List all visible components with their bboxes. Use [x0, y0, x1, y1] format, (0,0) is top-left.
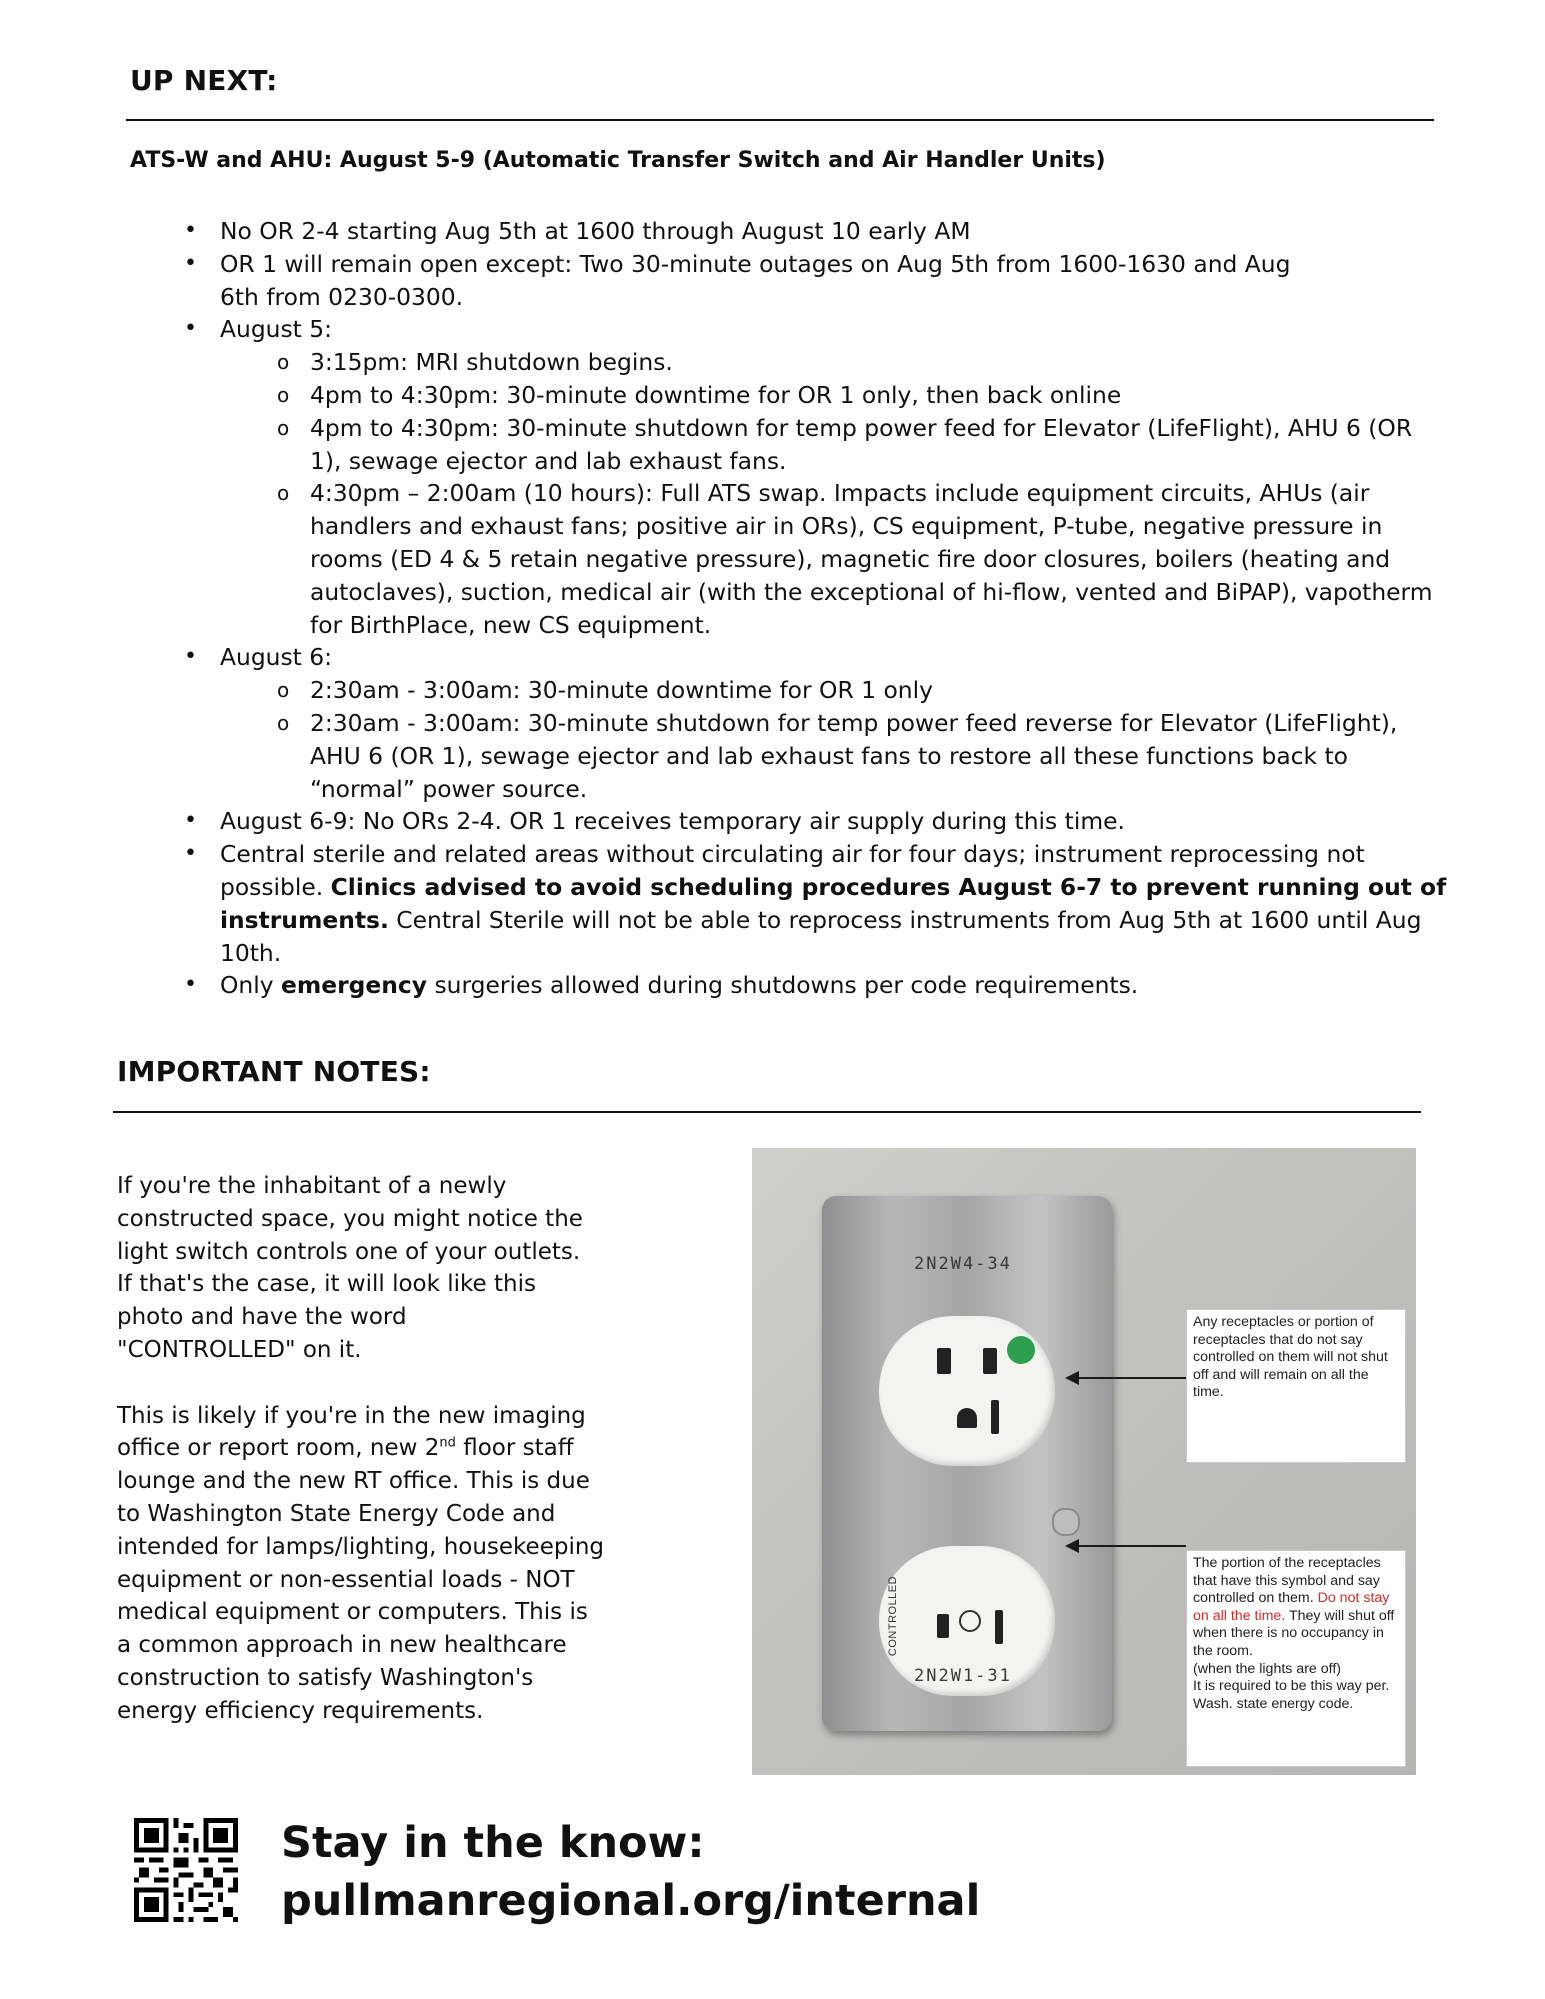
up-next-divider: [126, 119, 1434, 121]
arrow-head-icon: [1065, 1539, 1079, 1553]
list-item: o 2:30am - 3:00am: 30-minute shutdown for temp power feed reverse for Elevator (LifeFlight), AHU 6 (OR 1), sewage ejector and lab exhaust fans to restore all these functions back to “normal” power source.: [220, 707, 1453, 805]
august-5-sublist: [220, 346, 1453, 641]
controlled-label: CONTROLLED: [887, 1575, 900, 1657]
upper-receptacle: [879, 1316, 1055, 1466]
up-next-list: [163, 215, 1453, 1002]
notes-paragraph: This is likely if you're in the new imaging office or report room, new 2nd floor staff lounge and the new RT office. This is due to Washington State Energy Code and intended for lamps/lighting, housekeeping equipment or non-essential loads - NOT medical equipment or computers. This is a common approach in new healthcare construction to satisfy Washington's energy efficiency requirements.: [117, 1402, 605, 1724]
plate-top-label: 2N2W4-34: [914, 1254, 1012, 1274]
list-item: o 4:30pm – 2:00am (10 hours): Full ATS swap. Impacts include equipment circuits, AHUs (air handlers and exhaust fans; positive air in ORs), CS equipment, P-tube, negative pressure in rooms (ED 4 & 5 retain negative pressure), magnetic fire door closures, boilers (heating and autoclaves), suction, medical air (with the exceptional of hi-flow, vented and BiPAP), vapotherm for BirthPlace, new CS equipment.: [220, 477, 1453, 641]
list-item: o 4pm to 4:30pm: 30-minute downtime for OR 1 only, then back online: [220, 379, 1453, 412]
power-symbol-icon: [959, 1610, 981, 1632]
arrow-line: [1072, 1377, 1186, 1379]
stay-in-the-know-title: Stay in the know:: [281, 1818, 705, 1868]
list-item: • OR 1 will remain open except: Two 30-minute outages on Aug 5th from 1600-1630 and Aug 6th from 0230-0300.: [163, 248, 1453, 314]
important-notes-divider: [113, 1111, 1421, 1113]
clinics-advisory: Clinics advised to avoid scheduling procedures August 6-7 to prevent running out of instruments.: [220, 872, 1447, 934]
plate-bottom-label: 2N2W1-31: [914, 1666, 1012, 1686]
ats-ahu-subheading: ATS-W and AHU: August 5-9 (Automatic Transfer Switch and Air Handler Units): [130, 148, 1106, 173]
list-item: o 4pm to 4:30pm: 30-minute shutdown for temp power feed for Elevator (LifeFlight), AHU 6 (OR 1), sewage ejector and lab exhaust fans.: [220, 412, 1453, 478]
list-item: • August 6: o 2:30am - 3:00am: 30-minute downtime for OR 1 only o 2:30am - 3:00am: 30-minute shutdown for temp power feed reverse for Elevator (LifeFlight), AHU 6 (OR 1), sewage ejector and lab exhaust fans to restore all these functions back to “normal” power source.: [163, 641, 1453, 805]
uncontrolled-note: Any receptacles or portion of receptacles that do not say controlled on them will not shut off and will remain on all the time.: [1186, 1309, 1406, 1463]
internal-site-link[interactable]: pullmanregional.org/internal: [281, 1876, 981, 1926]
list-item: o 2:30am - 3:00am: 30-minute downtime for OR 1 only: [220, 674, 1453, 707]
list-item: • No OR 2-4 starting Aug 5th at 1600 through August 10 early AM: [163, 215, 1453, 248]
arrow-head-icon: [1065, 1371, 1079, 1385]
august-6-sublist: [220, 674, 1453, 805]
list-item: o 3:15pm: MRI shutdown begins.: [220, 346, 1453, 379]
list-item: • August 6-9: No ORs 2-4. OR 1 receives temporary air supply during this time.: [163, 805, 1453, 838]
outlet-photo: [752, 1148, 1416, 1775]
list-item: • Only emergency surgeries allowed during shutdowns per code requirements.: [163, 969, 1453, 1002]
plate-screw: [1052, 1508, 1080, 1536]
status-dot: [1007, 1336, 1035, 1364]
controlled-outlet-notes: [117, 1170, 607, 1760]
important-notes-heading: IMPORTANT NOTES:: [117, 1055, 431, 1088]
list-item: • Central sterile and related areas without circulating air for four days; instrument reprocessing not possible. Clinics advised to avoid scheduling procedures August 6-7 to prevent running out of instruments. Central Sterile will not be able to reprocess instruments from Aug 5th at 1600 until Aug 10th.: [163, 838, 1453, 969]
qr-code-icon: [134, 1818, 238, 1922]
wall-plate: [822, 1196, 1112, 1731]
up-next-heading: UP NEXT:: [130, 64, 278, 97]
arrow-line: [1072, 1545, 1186, 1547]
controlled-note: The portion of the receptacles that have this symbol and say controlled on them. Do not stay on all the time. They will shut off when there is no occupancy in the room. (when the lights are off) It is required to be this way per. Wash. state energy code.: [1186, 1550, 1406, 1767]
notes-paragraph: If you're the inhabitant of a newly constructed space, you might notice the light switch controls one of your outlets. If that's the case, it will look like this photo and have the word "CONTROLLED" on it.: [117, 1173, 583, 1363]
list-item: • August 5: o 3:15pm: MRI shutdown begins. o 4pm to 4:30pm: 30-minute downtime for OR 1 only, then back online o 4pm to 4:30pm: 30-minute shutdown for temp power feed for Elevator (LifeFlight), AHU 6 (OR 1), sewage ejector and lab exhaust fans. o 4:30pm – 2:00am (10 hours): Full ATS swap. Impacts include equipment circuits, AHUs (air handlers and exhaust fans; positive air in ORs), CS equipment, P-tube, negative pressure in rooms (ED 4 & 5 retain negative pressure), magnetic fire door closures, boilers (heating and autoclaves), suction, medical air (with the exceptional of hi-flow, vented and BiPAP), vapotherm for BirthPlace, new CS equipment.: [163, 313, 1453, 641]
